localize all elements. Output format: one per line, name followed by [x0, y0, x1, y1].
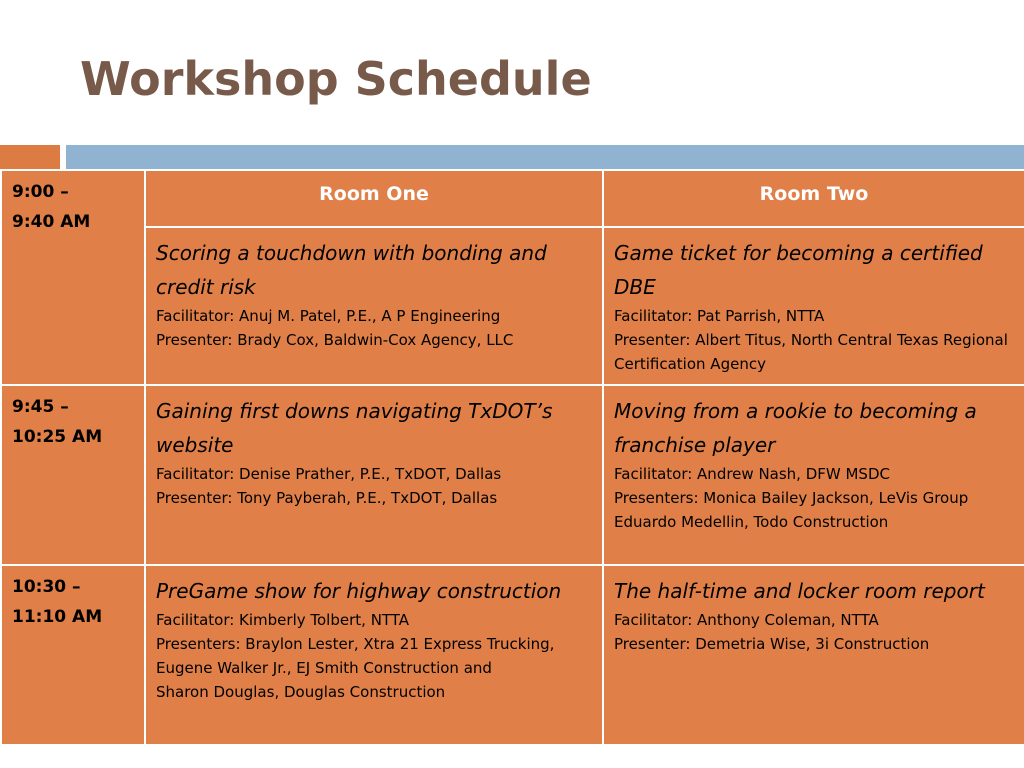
page-title: Workshop Schedule [80, 52, 592, 106]
session-cell [145, 227, 603, 385]
session-cell [603, 385, 1024, 565]
time-start: 9:45 – [12, 397, 69, 417]
session-detail: Facilitator: Denise Prather, P.E., TxDOT, Dallas [156, 465, 502, 483]
session-detail: Presenter: Demetria Wise, 3i Construction [614, 635, 930, 653]
session-cell [145, 565, 603, 745]
session-title: Game ticket for becoming a certified DBE [614, 241, 983, 299]
session-title: Scoring a touchdown with bonding and credit risk [156, 241, 547, 299]
session-detail: Presenter: Brady Cox, Baldwin-Cox Agency, LLC [156, 331, 514, 349]
session-detail: Facilitator: Andrew Nash, DFW MSDC [614, 465, 890, 483]
table-row [1, 565, 1024, 745]
session-detail: Facilitator: Pat Parrish, NTTA [614, 307, 825, 325]
time-end: 10:25 AM [12, 427, 103, 447]
room-one-header: Room One [145, 170, 603, 227]
session-detail: Presenters: Monica Bailey Jackson, LeVis Group [614, 489, 969, 507]
session-detail: Facilitator: Anuj M. Patel, P.E., A P Engineering [156, 307, 501, 325]
time-cell [1, 170, 145, 385]
accent-bar-orange [0, 145, 60, 169]
session-cell [603, 565, 1024, 745]
session-title: PreGame show for highway construction [156, 579, 562, 603]
table-row [1, 227, 1024, 385]
session-title: Gaining first downs navigating TxDOT’s website [156, 399, 553, 457]
session-cell [145, 385, 603, 565]
session-detail: Facilitator: Anthony Coleman, NTTA [614, 611, 879, 629]
session-title: The half-time and locker room report [614, 579, 985, 603]
session-detail: Facilitator: Kimberly Tolbert, NTTA [156, 611, 410, 629]
session-title: Moving from a rookie to becoming a franchise player [614, 399, 977, 457]
accent-bar-blue [66, 145, 1024, 169]
time-cell [1, 565, 145, 745]
session-cell [603, 227, 1024, 385]
time-end: 11:10 AM [12, 607, 103, 627]
session-detail: Sharon Douglas, Douglas Construction [156, 683, 446, 701]
time-end: 9:40 AM [12, 212, 91, 232]
session-detail: Presenter: Albert Titus, North Central Texas Regional Certification Agency [614, 331, 1008, 373]
session-detail: Eugene Walker Jr., EJ Smith Construction and [156, 659, 492, 677]
table-row [1, 385, 1024, 565]
session-detail: Presenters: Braylon Lester, Xtra 21 Express Trucking, [156, 635, 555, 653]
time-start: 10:30 – [12, 577, 81, 597]
session-detail: Eduardo Medellin, Todo Construction [614, 513, 889, 531]
time-start: 9:00 – [12, 182, 69, 202]
schedule-table [0, 169, 1024, 746]
session-detail: Presenter: Tony Payberah, P.E., TxDOT, Dallas [156, 489, 498, 507]
header-row [1, 170, 1024, 227]
time-cell [1, 385, 145, 565]
room-two-header: Room Two [603, 170, 1024, 227]
